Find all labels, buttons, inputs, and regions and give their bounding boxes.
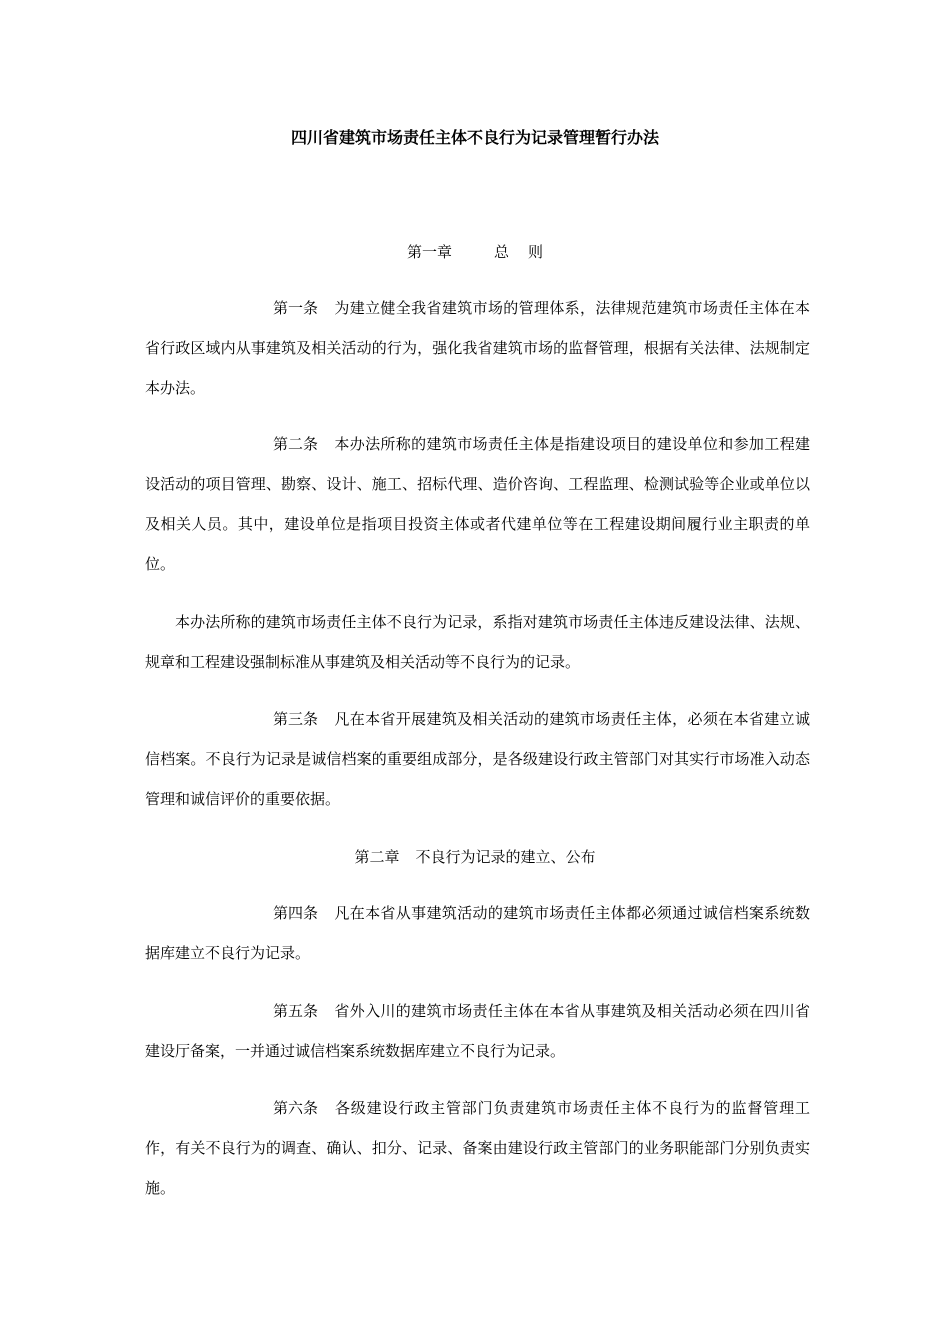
chapter-1-heading (0, 242, 950, 262)
chapter-2-name: 不良行为记录的建立、公布 (415, 848, 596, 866)
article-2-text: 本办法所称的建筑市场责任主体是指建设项目的建设单位和参加工程建设活动的项目管理、勘察、设计、施工、招标代理、造价咨询、工程监理、检测试验等企业或单位以及相关人员。其中，建设单位是指项目投资主体或者代建单位等在工程建设期间履行业主职责的单位。 (145, 435, 810, 573)
article-3 (145, 699, 810, 819)
article-1-label: 第一条 (273, 299, 319, 317)
chapter-1-name: 总 则 (493, 243, 544, 261)
article-6-text: 各级建设行政主管部门负责建筑市场责任主体不良行为的监督管理工作，有关不良行为的调查、确认、扣分、记录、备案由建设行政主管部门的业务职能部门分别负责实施。 (145, 1099, 810, 1197)
article-1-text: 为建立健全我省建筑市场的管理体系，法律规范建筑市场责任主体在本省行政区域内从事建筑及相关活动的行为，强化我省建筑市场的监督管理，根据有关法律、法规制定本办法。 (145, 299, 810, 397)
article-2-paragraph-2-text: 本办法所称的建筑市场责任主体不良行为记录，系指对建筑市场责任主体违反建设法律、法规、规章和工程建设强制标准从事建筑及相关活动等不良行为的记录。 (145, 613, 810, 671)
article-2-label: 第二条 (273, 435, 319, 453)
article-4-text: 凡在本省从事建筑活动的建筑市场责任主体都必须通过诚信档案系统数据库建立不良行为记录。 (145, 904, 810, 962)
chapter-2-number: 第二章 (354, 848, 400, 866)
chapter-2-heading (0, 847, 950, 867)
article-4-label: 第四条 (273, 904, 319, 922)
article-3-text: 凡在本省开展建筑及相关活动的建筑市场责任主体，必须在本省建立诚信档案。不良行为记录是诚信档案的重要组成部分，是各级建设行政主管部门对其实行市场准入动态管理和诚信评价的重要依据。 (145, 710, 810, 808)
article-2-paragraph-2 (145, 602, 810, 682)
document-title: 四川省建筑市场责任主体不良行为记录管理暂行办法 (290, 128, 659, 147)
article-6-label: 第六条 (273, 1099, 319, 1117)
article-6 (145, 1088, 810, 1208)
article-2 (145, 424, 810, 584)
article-5 (145, 991, 810, 1071)
article-1 (145, 288, 810, 408)
article-3-label: 第三条 (273, 710, 319, 728)
article-5-text: 省外入川的建筑市场责任主体在本省从事建筑及相关活动必须在四川省建设厅备案，一并通过诚信档案系统数据库建立不良行为记录。 (145, 1002, 810, 1060)
chapter-1-number: 第一章 (406, 243, 452, 261)
article-4 (145, 893, 810, 973)
article-5-label: 第五条 (273, 1002, 319, 1020)
